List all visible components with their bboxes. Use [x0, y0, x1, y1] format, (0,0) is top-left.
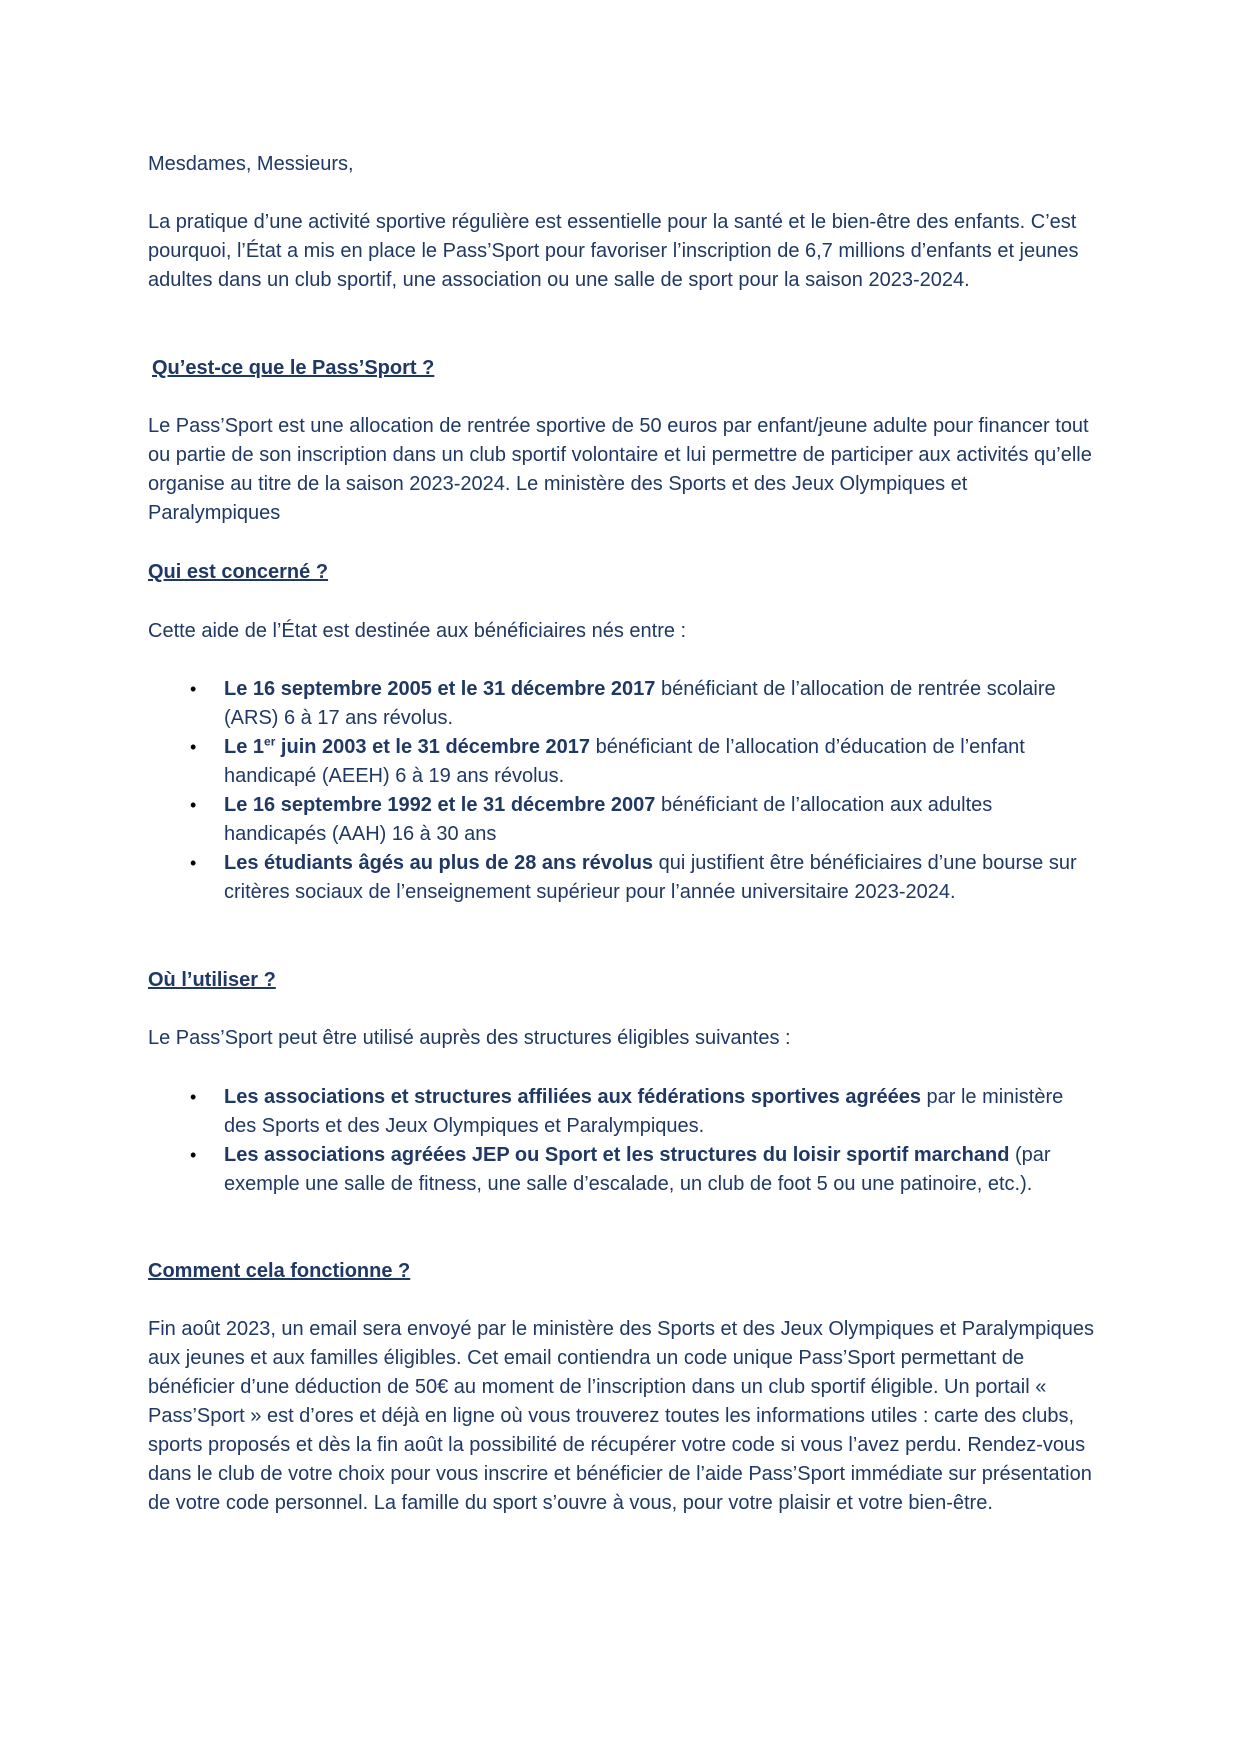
list-item: • Le 16 septembre 2005 et le 31 décembre 2017 bénéficiant de l’allocation de rentrée scolaire (ARS) 6 à 17 ans révolus.	[148, 675, 1098, 733]
section-heading-how: Comment cela fonctionne ?	[148, 1260, 411, 1282]
eligibility-list	[148, 675, 1098, 907]
bullet-icon: •	[190, 737, 197, 757]
section-where-intro: Le Pass’Sport peut être utilisé auprès des structures éligibles suivantes :	[148, 1027, 791, 1049]
bullet-icon: •	[190, 853, 197, 873]
section-how-text: Fin août 2023, un email sera envoyé par le ministère des Sports et des Jeux Olympiques et Paralympiques aux jeunes et aux familles éligibles. Cet email contiendra un code unique Pass’Sport permettant de bénéficier d’une déduction de 50€ au moment de l’inscription dans un club sportif éligible. Un portail « Pass’Sport » est d’ores et déjà en ligne où vous trouverez toutes les informations utiles : carte des clubs, sports proposés et dès la fin août la possibilité de récupérer votre code si vous l’avez perdu. Rendez-vous dans le club de votre choix pour vous inscrire et bénéficier de l’aide Pass’Sport immédiate sur présentation de votre code personnel. La famille du sport s’ouvre à vous, pour votre plaisir et votre bien-être.	[148, 1318, 1095, 1514]
bullet-icon: •	[190, 679, 197, 699]
bullet-icon: •	[190, 1087, 197, 1107]
list-item: • Le 1er juin 2003 et le 31 décembre 2017 bénéficiant de l’allocation d’éducation de l’enfant handicapé (AEEH) 6 à 19 ans révolus.	[190, 734, 1025, 787]
section-heading-where: Où l’utiliser ?	[148, 969, 276, 991]
section-heading-what: Qu’est-ce que le Pass’Sport ?	[152, 357, 435, 379]
section-what-text: Le Pass’Sport est une allocation de rentrée sportive de 50 euros par enfant/jeune adulte pour financer tout ou partie de son inscription dans un club sportif volontaire et lui permettre de participer aux activités qu’elle organise au titre de la saison 2023-2024. Le ministère des Sports et des Jeux Olympiques et Paralympiques	[148, 415, 1092, 524]
salutation: Mesdames, Messieurs,	[148, 153, 354, 175]
bullet-icon: •	[190, 1145, 197, 1165]
structures-list	[148, 1083, 1098, 1199]
section-who-intro: Cette aide de l’État est destinée aux bénéficiaires nés entre :	[148, 620, 687, 642]
list-item: • Le 16 septembre 1992 et le 31 décembre 2007 bénéficiant de l’allocation aux adultes handicapés (AAH) 16 à 30 ans	[148, 791, 1098, 849]
list-item: • Les étudiants âgés au plus de 28 ans révolus qui justifient être bénéficiaires d’une bourse sur critères sociaux de l’enseignement supérieur pour l’année universitaire 2023-2024.	[148, 849, 1098, 907]
bullet-icon: •	[190, 795, 197, 815]
section-heading-who: Qui est concerné ?	[148, 561, 329, 583]
intro-paragraph: La pratique d’une activité sportive régulière est essentielle pour la santé et le bien-être des enfants. C’est pourquoi, l’État a mis en place le Pass’Sport pour favoriser l’inscription de 6,7 millions d’enfants et jeunes adultes dans un club sportif, une association ou une salle de sport pour la saison 2023-2024.	[148, 211, 1079, 291]
list-item: • Les associations et structures affiliées aux fédérations sportives agréées par le ministère des Sports et des Jeux Olympiques et Paralympiques.	[148, 1083, 1098, 1141]
list-item: • Les associations agréées JEP ou Sport et les structures du loisir sportif marchand (par exemple une salle de fitness, une salle d’escalade, un club de foot 5 ou une patinoire, etc.).	[148, 1141, 1098, 1199]
